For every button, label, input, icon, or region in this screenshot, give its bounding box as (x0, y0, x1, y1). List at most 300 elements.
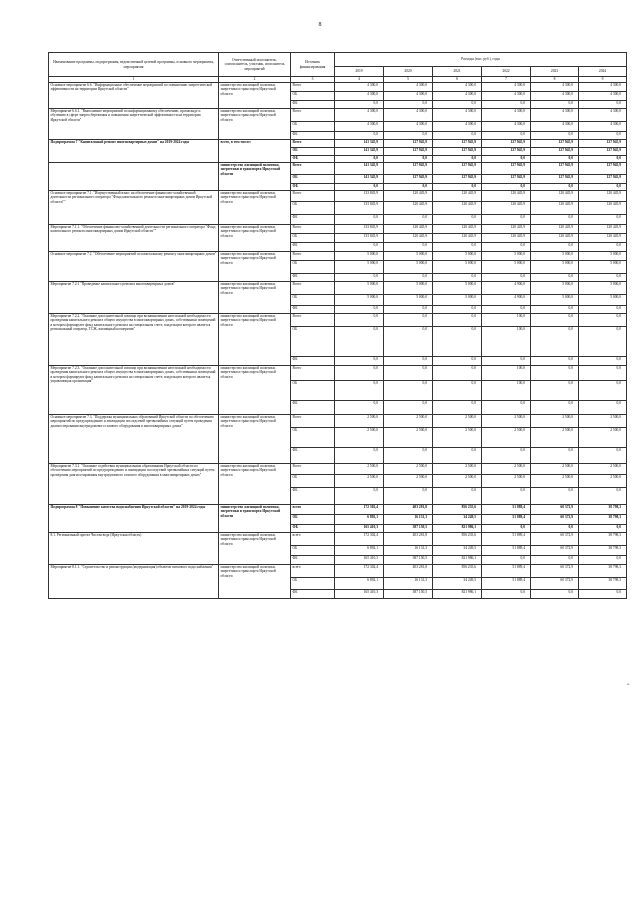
amount-cell: 0,0 (579, 314, 627, 327)
amount-cell: 0,0 (335, 314, 384, 327)
amount-cell: 0,0 (335, 184, 384, 191)
amount-cell: 0,0 (384, 327, 433, 357)
amount-cell: 38 798,3 (579, 565, 627, 578)
item-name-cell: Мероприятие 7.2.2. "Оказание дополнительной помощи при возникновении неотложной необходимости проведения капитального ремонта общего имущества в многоквартирных домах, собственники помещений в котором формируют фонд капитального ремонта на специальном счете, владельцем которого является региональный оператор, ТСЖ, жилищный кооператив" (49, 314, 219, 366)
column-index: 5 (384, 77, 433, 83)
amount-cell: 0,0 (531, 243, 579, 252)
executor-cell: министерство жилищной политики, энергетики и транспорта Иркутской области (219, 464, 291, 505)
amount-cell: 0,0 (335, 101, 384, 109)
amount-cell: 51 889,4 (482, 533, 531, 546)
amount-cell: 0,0 (433, 357, 482, 366)
amount-cell: 0,0 (335, 215, 384, 225)
amount-cell: 0,0 (433, 306, 482, 314)
amount-cell: 5 000,0 (531, 282, 579, 295)
amount-cell: 141 345,9 (335, 163, 384, 175)
amount-cell: 120 445,9 (384, 202, 433, 215)
amount-cell: 2 500,0 (335, 428, 384, 448)
column-index: 8 (531, 77, 579, 83)
amount-cell: 0,0 (579, 101, 627, 109)
amount-cell: 120 445,9 (531, 191, 579, 202)
amount-cell: 4 900,0 (482, 282, 531, 295)
amount-cell: 4 300,0 (433, 92, 482, 101)
amount-cell: 5 000,0 (579, 295, 627, 306)
executor-cell: министерство жилищной политики, энергетики и транспорта Иркутской области (219, 533, 291, 565)
amount-cell: 60 372,9 (531, 533, 579, 546)
funding-source-cell: ОБ (291, 428, 335, 448)
amount-cell: 5 000,0 (433, 295, 482, 306)
amount-cell: 0,0 (335, 401, 384, 415)
amount-cell: 120 445,9 (531, 202, 579, 215)
amount-cell: 0,0 (579, 306, 627, 314)
amount-cell: 127 945,9 (433, 148, 482, 156)
amount-cell: 4 300,0 (335, 83, 384, 92)
item-name-cell: Подпрограмма 8 "Повышение качества водоснабжения Иркутской области" на 2019-2024 годы (49, 505, 219, 533)
amount-cell: 0,0 (531, 366, 579, 381)
funding-source-cell: Всего (291, 282, 335, 295)
amount-cell: 0,0 (335, 132, 384, 140)
amount-cell: 0,0 (579, 215, 627, 225)
amount-cell: 0,0 (531, 556, 579, 565)
amount-cell: 0,0 (335, 448, 384, 464)
amount-cell: 6 892,1 (335, 515, 384, 525)
executor-cell: министерство жилищной политики, энергетики и транспорта Иркутской области (219, 163, 291, 191)
table-row (49, 464, 627, 475)
amount-cell: 120 445,9 (531, 225, 579, 234)
amount-cell: 165 410,3 (335, 556, 384, 565)
amount-cell: 0,0 (433, 215, 482, 225)
amount-cell: 0,0 (531, 215, 579, 225)
funding-source-cell: ФБ (291, 306, 335, 314)
amount-cell: 51 889,4 (482, 565, 531, 578)
amount-cell: 127 945,9 (482, 148, 531, 156)
amount-cell: 0,0 (531, 448, 579, 464)
funding-source-cell: ФБ (291, 357, 335, 366)
amount-cell: 4 300,0 (579, 109, 627, 122)
amount-cell: 2 500,0 (384, 415, 433, 428)
amount-cell: 5 000,0 (531, 261, 579, 274)
amount-cell: 0,0 (335, 243, 384, 252)
table-row (49, 314, 627, 327)
amount-cell: 127 945,9 (384, 140, 433, 148)
amount-cell: 0,0 (531, 184, 579, 191)
amount-cell: 5 000,0 (433, 252, 482, 261)
amount-cell: 141 345,9 (335, 148, 384, 156)
amount-cell: 4 300,0 (433, 83, 482, 92)
amount-cell: 120 445,9 (433, 234, 482, 243)
amount-cell: 127 945,9 (482, 140, 531, 148)
amount-cell: 2 500,0 (531, 415, 579, 428)
amount-cell: 0,0 (482, 357, 531, 366)
item-name-cell: Подпрограмма 7 "Капитальный ремонт многоквартирных домов" на 2019-2024 годы (49, 140, 219, 163)
amount-cell: 4 300,0 (482, 122, 531, 132)
amount-cell: 0,0 (579, 366, 627, 381)
amount-cell: 0,0 (482, 556, 531, 565)
funding-source-cell: ФБ (291, 448, 335, 464)
amount-cell: 2 500,0 (531, 428, 579, 448)
amount-cell: 0,0 (384, 401, 433, 415)
amount-cell: 4 300,0 (482, 92, 531, 101)
amount-cell: 0,0 (482, 590, 531, 599)
amount-cell: 127 945,9 (579, 148, 627, 156)
amount-cell: 4 300,0 (531, 109, 579, 122)
amount-cell: 6 892,1 (335, 546, 384, 556)
amount-cell: 0,0 (384, 274, 433, 282)
executor-cell: министерство жилищной политики, энергетики и транспорта Иркутской области (219, 314, 291, 366)
amount-cell: 120 445,9 (579, 202, 627, 215)
item-name-cell: Основное мероприятие 7.1. "Имущественный взнос на обеспечение финансово-хозяйственной деятельности регионального оператора "Фонд капитального ремонта многоквартирных домов Иркутской области"" (49, 191, 219, 225)
table-row (49, 225, 627, 234)
funding-source-cell: ФБ (291, 556, 335, 565)
amount-cell: 0,0 (579, 488, 627, 505)
header-year: 2024 (579, 67, 627, 77)
budget-table (48, 52, 627, 599)
amount-cell: 38 798,3 (579, 505, 627, 515)
funding-source-cell: ФБ (291, 401, 335, 415)
amount-cell: 2 500,0 (531, 475, 579, 488)
amount-cell: 0,0 (433, 156, 482, 163)
amount-cell: 4 300,0 (531, 83, 579, 92)
amount-cell: 120 445,9 (384, 225, 433, 234)
funding-source-cell: Всего (291, 140, 335, 148)
amount-cell: 5 000,0 (482, 261, 531, 274)
table-row (49, 533, 627, 546)
amount-cell: 100,0 (482, 381, 531, 401)
amount-cell: 5 000,0 (335, 261, 384, 274)
amount-cell: 0,0 (384, 448, 433, 464)
amount-cell: 0,0 (433, 327, 482, 357)
table-row (49, 415, 627, 428)
header-year: 2020 (384, 67, 433, 77)
amount-cell: 0,0 (384, 381, 433, 401)
amount-cell: 0,0 (531, 381, 579, 401)
amount-cell: 4 300,0 (384, 92, 433, 101)
funding-source-cell: Всего (291, 109, 335, 122)
funding-source-cell: ФБ (291, 215, 335, 225)
amount-cell: 0,0 (482, 448, 531, 464)
amount-cell: 4 300,0 (433, 122, 482, 132)
column-index: 9 (579, 77, 627, 83)
amount-cell: 0,0 (384, 215, 433, 225)
header-source: Источник финансирования (291, 53, 335, 77)
amount-cell: 5 000,0 (384, 252, 433, 261)
table-row (49, 109, 627, 122)
amount-cell: 403 281,8 (384, 533, 433, 546)
amount-cell: 5 000,0 (579, 261, 627, 274)
amount-cell: 4 300,0 (579, 83, 627, 92)
header-year: 2023 (531, 67, 579, 77)
amount-cell: 0,0 (433, 184, 482, 191)
amount-cell: 5 000,0 (335, 295, 384, 306)
amount-cell: 4 300,0 (531, 122, 579, 132)
funding-source-cell: ОБ (291, 546, 335, 556)
amount-cell: 0,0 (384, 243, 433, 252)
column-index: 3 (291, 77, 335, 83)
amount-cell: 5 000,0 (579, 252, 627, 261)
amount-cell: 120 445,9 (579, 234, 627, 243)
funding-source-cell: ОБ (291, 295, 335, 306)
amount-cell: 172 302,4 (335, 565, 384, 578)
amount-cell: 0,0 (579, 274, 627, 282)
funding-source-cell: ОБ (291, 261, 335, 274)
amount-cell: 403 281,8 (384, 565, 433, 578)
amount-cell: 387 150,5 (384, 590, 433, 599)
amount-cell: 0,0 (482, 101, 531, 109)
header-costs: Расходы (тыс. руб.), годы (335, 53, 627, 67)
table-row (49, 565, 627, 578)
amount-cell: 0,0 (482, 274, 531, 282)
amount-cell: 0,0 (482, 184, 531, 191)
amount-cell: 387 150,5 (384, 525, 433, 533)
executor-cell: министерство жилищной политики, энергетики и транспорта Иркутской области (219, 415, 291, 464)
amount-cell: 0,0 (433, 243, 482, 252)
amount-cell: 403 281,8 (384, 505, 433, 515)
amount-cell: 120 445,9 (433, 225, 482, 234)
executor-cell: всего, в том числе: (219, 140, 291, 163)
header-name: Наименование программы, подпрограммы, ведомственной целевой программы, основного мероприятия, мероприятия (49, 53, 219, 77)
funding-source-cell: ФБ (291, 184, 335, 191)
amount-cell: 2 500,0 (335, 415, 384, 428)
amount-cell: 0,0 (531, 274, 579, 282)
amount-cell: 4 300,0 (531, 92, 579, 101)
executor-cell: министерство жилищной политики, энергетики и транспорта Иркутской области (219, 366, 291, 415)
amount-cell: 0,0 (482, 215, 531, 225)
amount-cell: 0,0 (335, 306, 384, 314)
amount-cell: 0,0 (384, 366, 433, 381)
amount-cell: 141 345,9 (335, 140, 384, 148)
executor-cell: министерство жилищной политики, энергетики и транспорта Иркутской области (219, 565, 291, 599)
funding-source-cell: всего (291, 565, 335, 578)
amount-cell: 38 798,3 (579, 578, 627, 590)
amount-cell: 0,0 (433, 488, 482, 505)
amount-cell: 0,0 (482, 306, 531, 314)
amount-cell: 120 445,9 (482, 225, 531, 234)
amount-cell: 4 300,0 (579, 92, 627, 101)
funding-source-cell: ОБ (291, 122, 335, 132)
amount-cell: 127 945,9 (384, 175, 433, 184)
amount-cell: 4 300,0 (433, 109, 482, 122)
amount-cell: 60 372,9 (531, 505, 579, 515)
amount-cell: 127 945,9 (531, 148, 579, 156)
header-year: 2019 (335, 67, 384, 77)
table-row (49, 191, 627, 202)
column-index: 6 (433, 77, 482, 83)
amount-cell: 51 889,4 (482, 505, 531, 515)
amount-cell: 5 000,0 (482, 252, 531, 261)
executor-cell: министерство жилищной политики, энергетики и транспорта Иркутской области (219, 83, 291, 109)
funding-source-cell: Всего (291, 163, 335, 175)
amount-cell: 133 845,9 (335, 191, 384, 202)
amount-cell: 0,0 (482, 243, 531, 252)
amount-cell: 127 945,9 (482, 175, 531, 184)
amount-cell: 120 445,9 (433, 191, 482, 202)
item-name-cell: Мероприятие 7.2.1 "Проведение капитального ремонта многоквартирных домов" (49, 282, 219, 314)
amount-cell: 5 000,0 (531, 295, 579, 306)
amount-cell: 120 445,9 (579, 225, 627, 234)
amount-cell: 34 249,5 (433, 546, 482, 556)
amount-cell: 5 000,0 (531, 252, 579, 261)
executor-cell: министерство жилищной политики, энергетики и транспорта Иркутской области (219, 109, 291, 140)
amount-cell: 0,0 (482, 525, 531, 533)
amount-cell: 2 500,0 (384, 475, 433, 488)
amount-cell: 2 500,0 (482, 428, 531, 448)
executor-cell: министерство жилищной политики, энергетики и транспорта Иркутской области (219, 282, 291, 314)
funding-source-cell: ФБ (291, 274, 335, 282)
amount-cell: 127 945,9 (579, 175, 627, 184)
amount-cell: 821 986,1 (433, 590, 482, 599)
amount-cell: 127 945,9 (433, 140, 482, 148)
funding-source-cell: всего (291, 533, 335, 546)
amount-cell: 0,0 (579, 156, 627, 163)
amount-cell: 4 300,0 (579, 122, 627, 132)
amount-cell: 0,0 (384, 314, 433, 327)
amount-cell: 0,0 (579, 381, 627, 401)
amount-cell: 0,0 (433, 314, 482, 327)
executor-cell: министерство жилищной политики, энергетики и транспорта Иркутской области (219, 225, 291, 252)
amount-cell: 0,0 (531, 488, 579, 505)
amount-cell: 0,0 (531, 132, 579, 140)
item-name-cell: Основное мероприятие 7.2. "Обеспечение мероприятий по капитальному ремонту многоквартирных домов" (49, 252, 219, 282)
amount-cell: 127 945,9 (482, 163, 531, 175)
funding-source-cell: ОБ (291, 175, 335, 184)
amount-cell: 100,0 (482, 314, 531, 327)
amount-cell: 5 000,0 (433, 261, 482, 274)
amount-cell: 127 945,9 (531, 140, 579, 148)
funding-source-cell: Всего (291, 191, 335, 202)
amount-cell: 2 500,0 (335, 464, 384, 475)
amount-cell: 2 500,0 (579, 428, 627, 448)
amount-cell: 165 410,3 (335, 525, 384, 533)
amount-cell: 0,0 (531, 590, 579, 599)
executor-cell: министерство жилищной политики, энергетики и транспорта Иркутской области (219, 252, 291, 282)
amount-cell: 5 000,0 (384, 261, 433, 274)
funding-source-cell: ОБ (291, 578, 335, 590)
amount-cell: 0,0 (433, 401, 482, 415)
amount-cell: 2 500,0 (579, 464, 627, 475)
amount-cell: 0,0 (482, 488, 531, 505)
amount-cell: 2 500,0 (482, 475, 531, 488)
amount-cell: 6 892,1 (335, 578, 384, 590)
amount-cell: 0,0 (531, 314, 579, 327)
amount-cell: 4 300,0 (384, 122, 433, 132)
amount-cell: 0,0 (335, 488, 384, 505)
item-name-cell: Мероприятие 7.2.3. "Оказание дополнительной помощи при возникновении неотложной необходимости проведения капитального ремонта общего имущества в многоквартирных домах, собственники помещений в котором формируют фонд капитального ремонта на специальном счете, владельцем которого является управляющая организация" (49, 366, 219, 415)
column-index: 2 (219, 77, 291, 83)
amount-cell: 2 500,0 (531, 464, 579, 475)
amount-cell: 100,0 (482, 327, 531, 357)
funding-source-cell: ФБ (291, 101, 335, 109)
amount-cell: 0,0 (531, 357, 579, 366)
amount-cell: 856 235,6 (433, 505, 482, 515)
item-name-cell: 8.1. Региональный проект Чистая вода (Иркутская область) (49, 533, 219, 565)
amount-cell: 5 000,0 (433, 282, 482, 295)
amount-cell: 856 235,6 (433, 533, 482, 546)
amount-cell: 120 445,9 (384, 234, 433, 243)
funding-source-cell: ФБ (291, 156, 335, 163)
amount-cell: 2 500,0 (433, 428, 482, 448)
amount-cell: 127 945,9 (579, 140, 627, 148)
amount-cell: 0,0 (579, 243, 627, 252)
amount-cell: 0,0 (335, 156, 384, 163)
amount-cell: 120 445,9 (531, 234, 579, 243)
amount-cell: 0,0 (579, 357, 627, 366)
table-row (49, 252, 627, 261)
item-name-cell: Мероприятие 7.3.1. "Оказание содействия муниципальным образованиям Иркутской области по обеспечению мероприятий по предупреждению и ликвидации последствий чрезвычайных ситуаций путем проведения диагностирования внутридомового газового оборудования в многоквартирных домах" (49, 464, 219, 505)
amount-cell: 133 845,9 (335, 234, 384, 243)
amount-cell: 0,0 (482, 132, 531, 140)
amount-cell: 133 845,9 (335, 202, 384, 215)
amount-cell: 2 500,0 (482, 415, 531, 428)
funding-source-cell: Всего (291, 252, 335, 261)
amount-cell: 4 300,0 (482, 83, 531, 92)
table-row (49, 163, 627, 175)
amount-cell: 0,0 (531, 525, 579, 533)
amount-cell: 2 500,0 (433, 464, 482, 475)
amount-cell: 120 445,9 (579, 191, 627, 202)
amount-cell: 127 945,9 (531, 175, 579, 184)
header-year: 2021 (433, 67, 482, 77)
amount-cell: 0,0 (579, 327, 627, 357)
funding-source-cell: ОБ (291, 148, 335, 156)
amount-cell: 0,0 (335, 357, 384, 366)
funding-source-cell: ФБ (291, 488, 335, 505)
amount-cell: 2 500,0 (579, 475, 627, 488)
funding-source-cell: ОБ (291, 515, 335, 525)
amount-cell: 38 798,3 (579, 546, 627, 556)
amount-cell: 0,0 (579, 525, 627, 533)
funding-source-cell: ОБ (291, 475, 335, 488)
item-name-cell: Мероприятие 8.1.1. "Строительство и реконструкция (модернизация) объектов питьевого водоснабжения" (49, 565, 219, 599)
amount-cell: 0,0 (433, 381, 482, 401)
page-number: 8 (318, 22, 322, 28)
amount-cell: 34 249,5 (433, 515, 482, 525)
funding-source-cell: ОБ (291, 327, 335, 357)
funding-source-cell: Всего (291, 366, 335, 381)
amount-cell: 0,0 (579, 556, 627, 565)
amount-cell: 4 300,0 (384, 109, 433, 122)
closing-quote-mark: ». (627, 681, 630, 686)
item-name-cell: Мероприятие 7.1.1. "Обеспечение финансово-хозяйственной деятельности регионального оператора "Фонд капитального ремонта многоквартирных домов Иркутской области"" (49, 225, 219, 252)
amount-cell: 0,0 (384, 306, 433, 314)
amount-cell: 127 945,9 (579, 163, 627, 175)
amount-cell: 2 500,0 (335, 475, 384, 488)
amount-cell: 141 345,9 (335, 175, 384, 184)
column-index: 7 (482, 77, 531, 83)
amount-cell: 60 372,9 (531, 565, 579, 578)
funding-source-cell: Всего (291, 415, 335, 428)
amount-cell: 127 945,9 (531, 163, 579, 175)
amount-cell: 60 372,9 (531, 578, 579, 590)
amount-cell: 0,0 (579, 184, 627, 191)
table-row (49, 282, 627, 295)
amount-cell: 51 889,4 (482, 578, 531, 590)
amount-cell: 127 945,9 (433, 163, 482, 175)
funding-source-cell: ФБ (291, 590, 335, 599)
amount-cell: 120 445,9 (482, 202, 531, 215)
column-index: 4 (335, 77, 384, 83)
funding-source-cell: ОБ (291, 92, 335, 101)
table-row (49, 140, 627, 148)
column-index: 1 (49, 77, 219, 83)
table-row (49, 505, 627, 515)
executor-cell: министерство жилищной политики, энергетики и транспорта Иркутской области (219, 505, 291, 533)
amount-cell: 5 000,0 (335, 282, 384, 295)
item-name-cell (49, 163, 219, 191)
amount-cell: 0,0 (384, 357, 433, 366)
amount-cell: 0,0 (433, 132, 482, 140)
amount-cell: 4 300,0 (384, 83, 433, 92)
amount-cell: 0,0 (384, 488, 433, 505)
table-row (49, 366, 627, 381)
